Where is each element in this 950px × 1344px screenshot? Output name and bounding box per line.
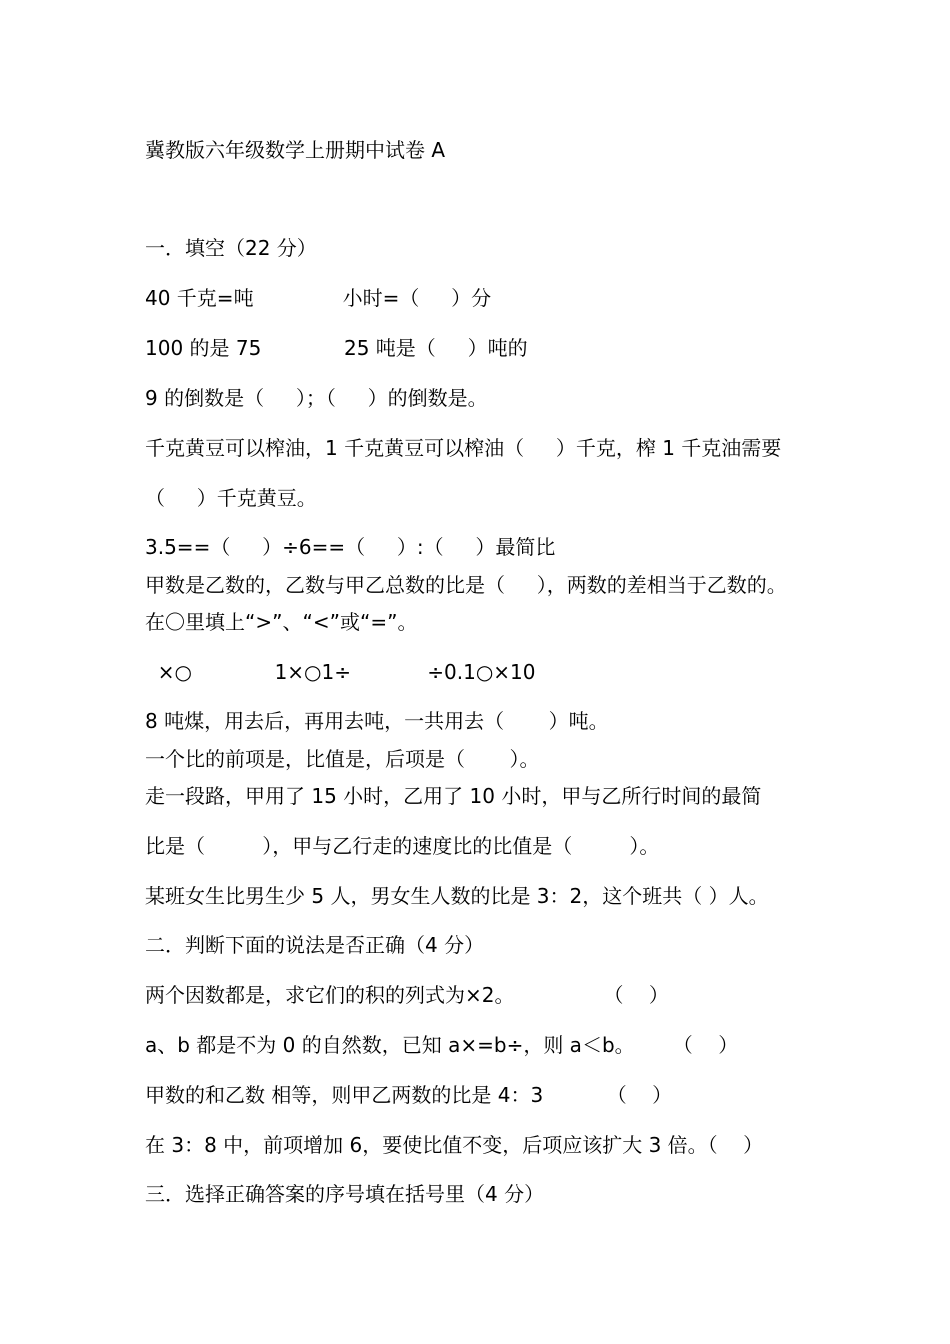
question-line: ×○ 1×○1÷ ÷0.1○×10 <box>145 660 536 684</box>
page-title: 冀教版六年级数学上册期中试卷 A <box>145 138 446 162</box>
section-3-heading: 三．选择正确答案的序号填在括号里（4 分） <box>145 1182 545 1206</box>
question-line: 走一段路，甲用了 15 小时，乙用了 10 小时，甲与乙所行时间的最简 <box>145 784 762 808</box>
question-line: 100 的是 75 25 吨是（ ）吨的 <box>145 336 528 360</box>
question-line: 3.5==（ ）÷6==（ ）:（ ）最简比 <box>145 535 556 559</box>
question-line: 千克黄豆可以榨油，1 千克黄豆可以榨油（ ）千克，榨 1 千克油需要 <box>145 436 782 460</box>
question-line: a、b 都是不为 0 的自然数，已知 a×=b÷，则 a＜b。 （ ） <box>145 1033 739 1057</box>
question-line: 在 3：8 中，前项增加 6，要使比值不变，后项应该扩大 3 倍。（ ） <box>145 1133 764 1157</box>
question-line: （ ）千克黄豆。 <box>145 486 317 510</box>
question-line: 8 吨煤，用去后，再用去吨，一共用去（ ）吨。 <box>145 709 609 733</box>
question-line: 40 千克=吨 小时=（ ）分 <box>145 286 492 310</box>
question-line: 9 的倒数是（ ）；（ ）的倒数是。 <box>145 386 488 410</box>
question-line: 两个因数都是，求它们的积的列式为×2。 （ ） <box>145 983 669 1007</box>
question-line: 在〇里填上“>”、“<”或“=”。 <box>145 610 418 634</box>
question-line: 比是（ ），甲与乙行走的速度比的比值是（ ）。 <box>145 834 660 858</box>
question-line: 一个比的前项是，比值是，后项是（ ）。 <box>145 747 540 771</box>
question-line: 甲数的和乙数 相等，则甲乙两数的比是 4：3 （ ） <box>145 1083 673 1107</box>
question-line: 甲数是乙数的，乙数与甲乙总数的比是（ ），两数的差相当于乙数的。 <box>145 573 787 597</box>
section-1-heading: 一．填空（22 分） <box>145 236 317 260</box>
section-2-heading: 二．判断下面的说法是否正确（4 分） <box>145 933 485 957</box>
question-line: 某班女生比男生少 5 人，男女生人数的比是 3：2，这个班共（ ）人。 <box>145 884 769 908</box>
